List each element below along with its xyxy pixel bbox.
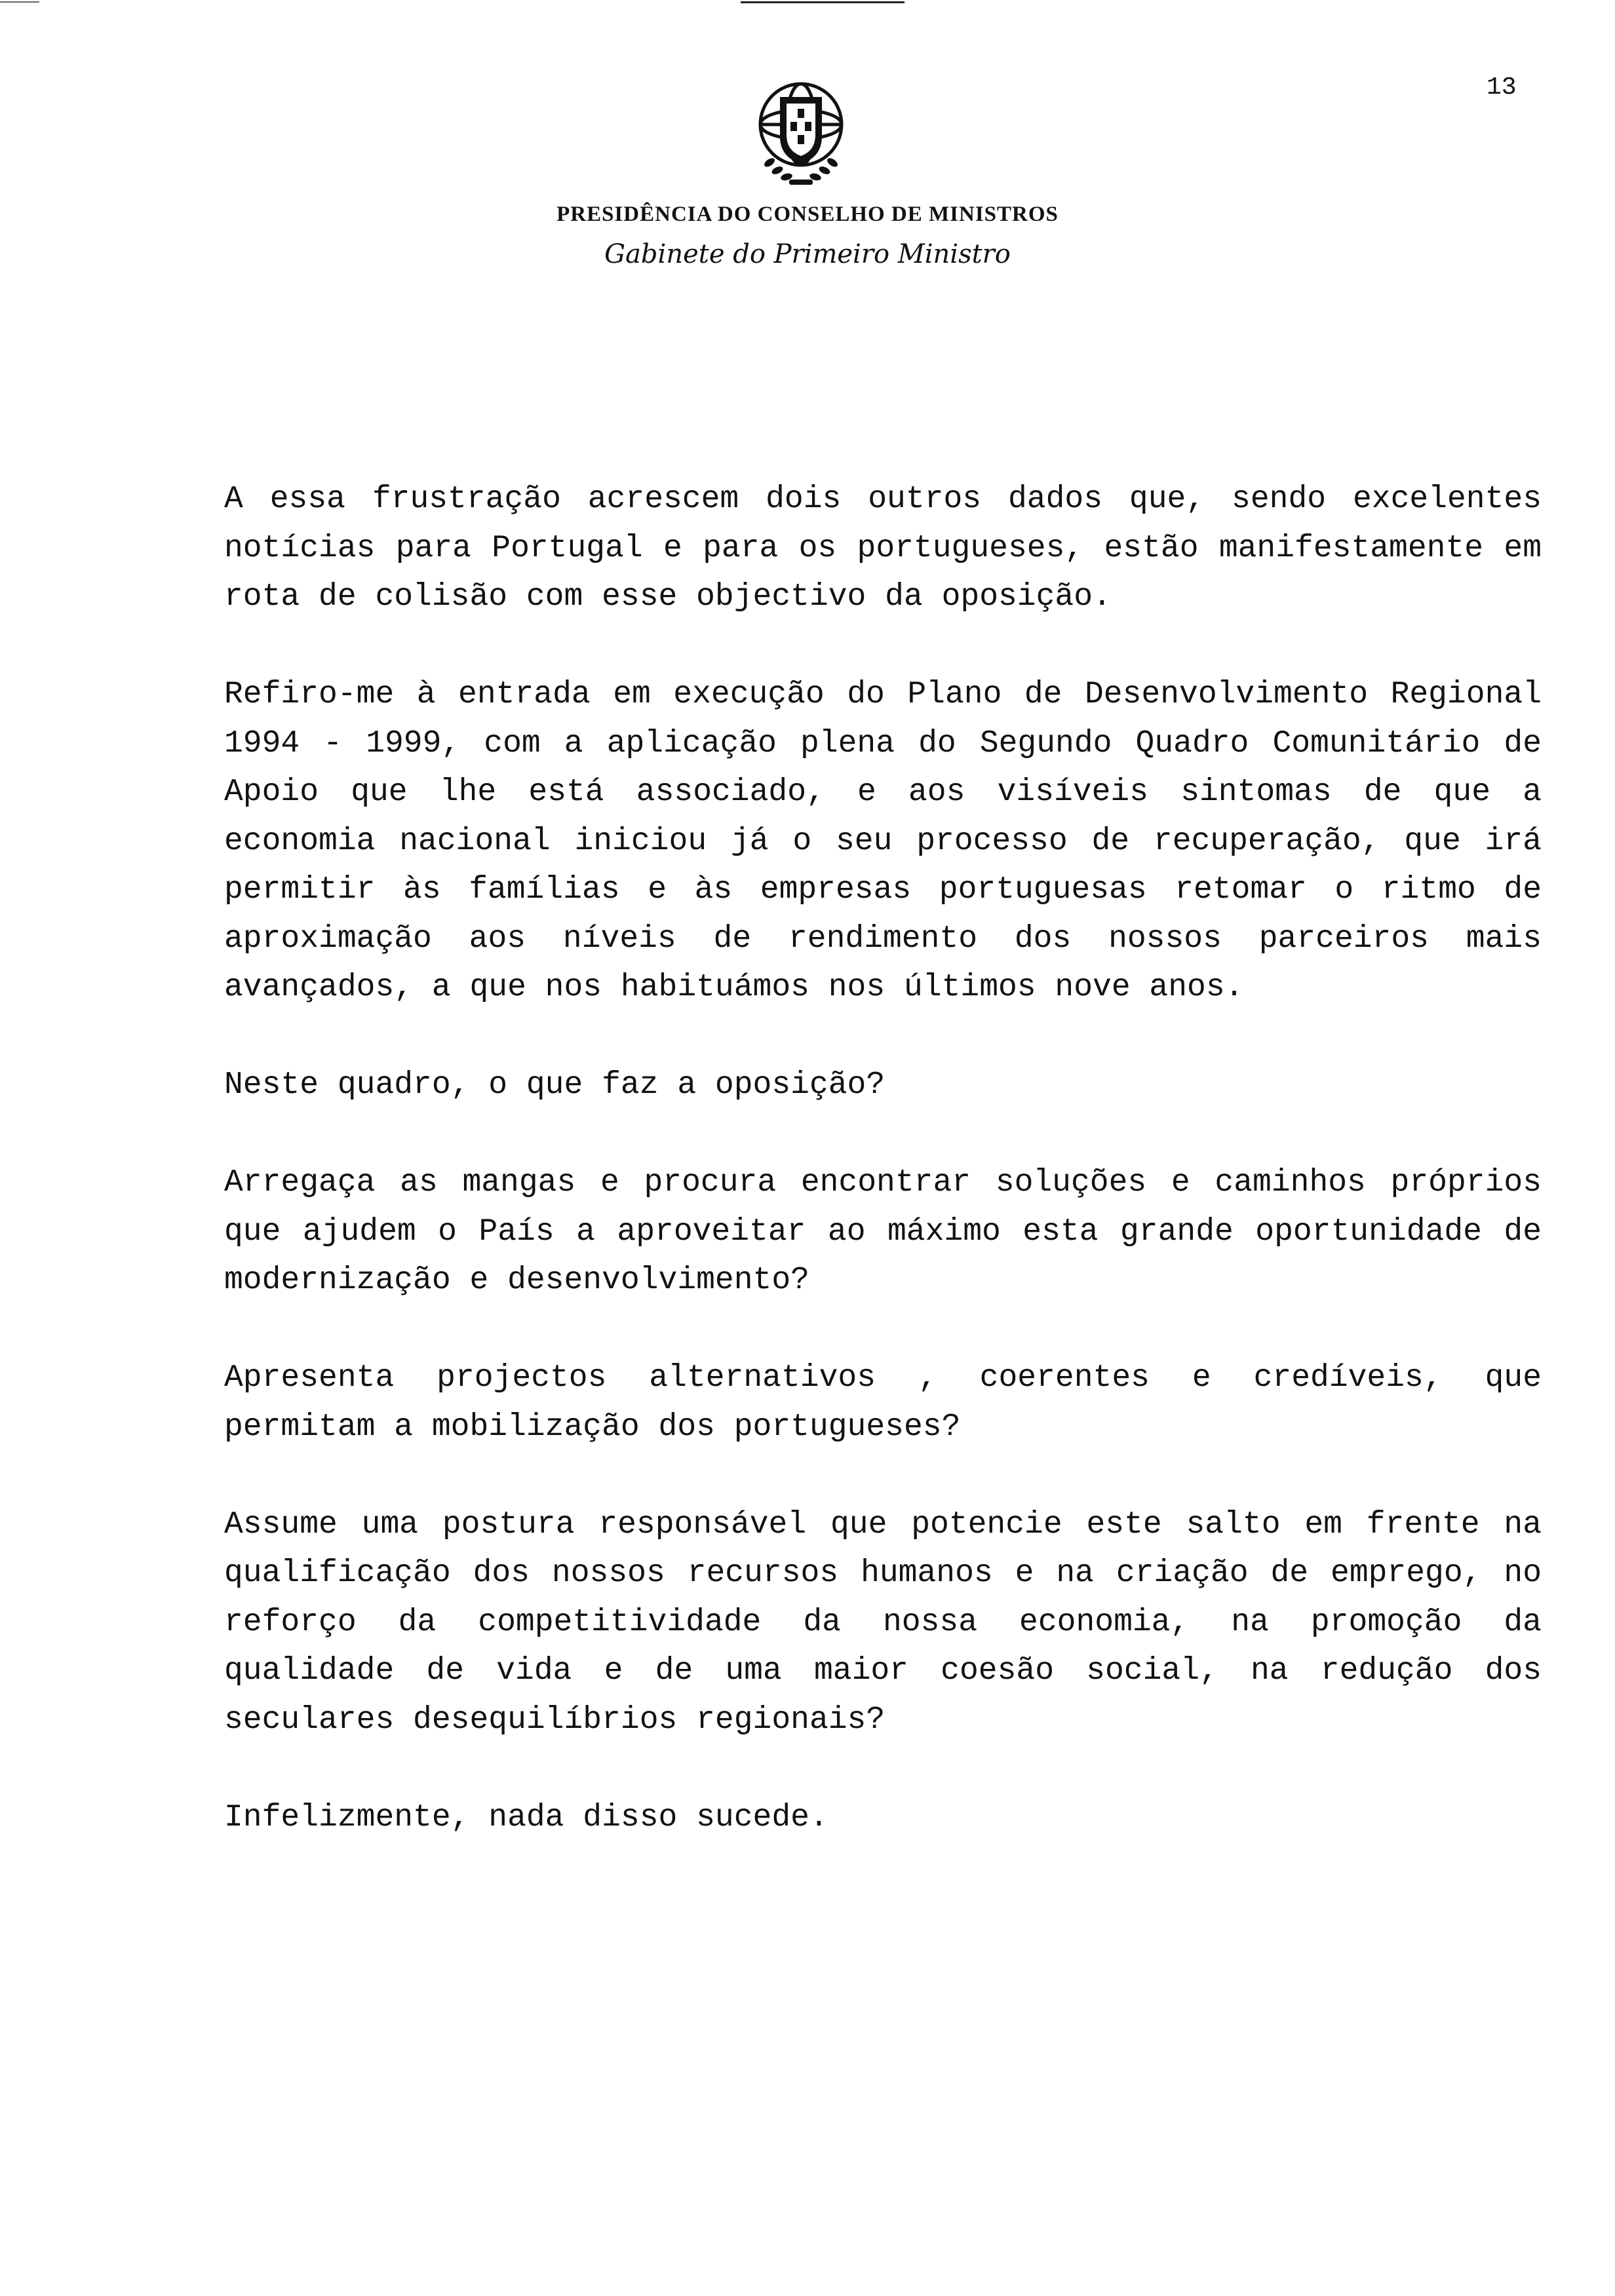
portuguese-coat-of-arms-icon — [729, 71, 873, 195]
paragraph: Refiro-me à entrada em execução do Plano de Desenvolvimento Regional 1994 - 1999, com a aplicação plena do Segundo Quadro Comunitário de Apoio que lhe está associado, e aos visíveis sintomas de que a economia nacional iniciou já o seu processo de recuperação, que irá permitir às famílias e às empresas portuguesas retomar o ritmo de aproximação aos níveis de rendimento dos nossos parceiros mais avançados, a que nos habituámos nos últimos nove anos. — [224, 677, 1542, 1005]
scan-mark — [741, 1, 905, 3]
letterhead-title: PRESIDÊNCIA DO CONSELHO DE MINISTROS — [556, 202, 1059, 226]
scan-mark — [0, 1, 39, 3]
page-number: 13 — [1487, 73, 1517, 102]
document-body — [224, 475, 1542, 1891]
letterhead-subtitle: Gabinete do Primeiro Ministro — [604, 239, 1011, 269]
letterhead — [0, 199, 1615, 275]
paragraph: A essa frustração acrescem dois outros dados que, sendo excelentes notícias para Portugal e para os portugueses, estão manifestamente em rota de colisão com esse objectivo da oposição. — [224, 482, 1542, 615]
paragraph: Infelizmente, nada disso sucede. — [224, 1799, 828, 1835]
paragraph: Arregaça as mangas e procura encontrar soluções e caminhos próprios que ajudem o País a aproveitar ao máximo esta grande oportunidade de modernização e desenvolvimento? — [224, 1165, 1542, 1298]
paragraph: Neste quadro, o que faz a oposição? — [224, 1067, 885, 1103]
paragraph: Apresenta projectos alternativos , coerentes e credíveis, que permitam a mobilização dos portugueses? — [224, 1360, 1542, 1445]
paragraph: Assume uma postura responsável que potencie este salto em frente na qualificação dos nossos recursos humanos e na criação de emprego, no reforço da competitividade da nossa economia, na promoção da qualidade de vida e de uma maior coesão social, na redução dos seculares desequilíbrios regionais? — [224, 1506, 1542, 1738]
